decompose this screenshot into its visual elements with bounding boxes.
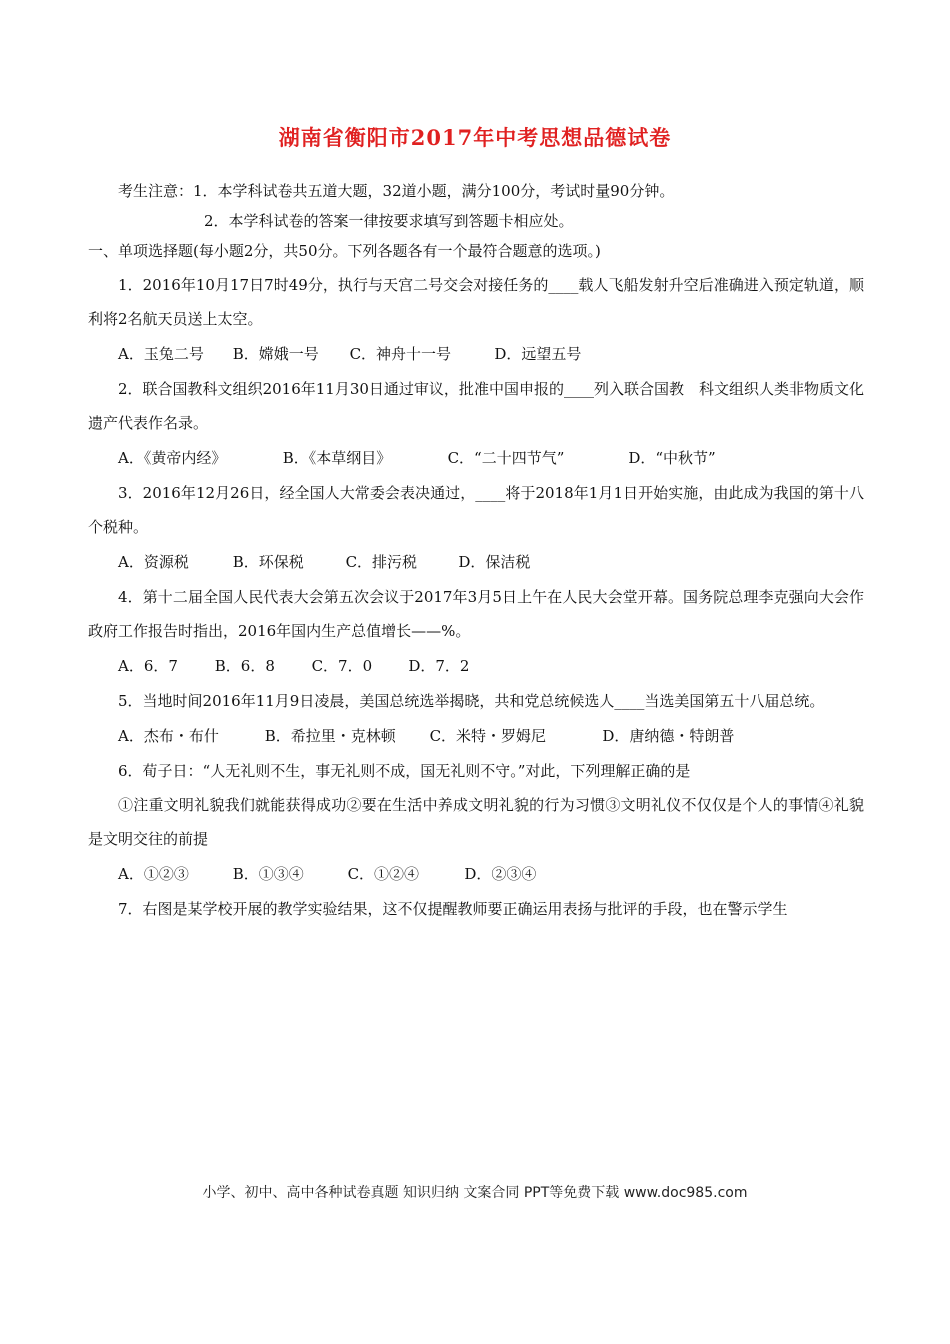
option-c: C．排污税 xyxy=(345,553,418,571)
option-c: C．“二十四节气” xyxy=(447,449,565,467)
question-1-stem: 1．2016年10月17日7时49分，执行与天宫二号交会对接任务的____载人飞船发射升空后准确进入预定轨道，顺利将2名航天员送上太空。 xyxy=(88,276,864,328)
option-d: D．保洁税 xyxy=(458,553,531,571)
question-3-stem: 3．2016年12月26日，经全国人大常委会表决通过，____将于2018年1月1日开始实施，由此成为我国的第十八个税种。 xyxy=(88,484,864,536)
option-d: D．7．2 xyxy=(408,657,470,675)
option-c: C．7．0 xyxy=(311,657,373,675)
option-b: B．希拉里・克林顿 xyxy=(264,727,396,745)
section-heading: 一、单项选择题(每小题2分，共50分。下列各题各有一个最符合题意的选项。) xyxy=(88,242,601,260)
option-d: D．“中秋节” xyxy=(628,449,716,467)
page-title: 湖南省衡阳市2017年中考思想品德试卷 xyxy=(278,125,672,150)
option-c: C．神舟十一号 xyxy=(349,345,452,363)
question-5-stem: 5．当地时间2016年11月9日凌晨，美国总统选举揭晓，共和党总统候选人____当选美国第五十八届总统。 xyxy=(118,692,825,710)
question-4-stem: 4．第十二届全国人民代表大会第五次会议于2017年3月5日上午在人民大会堂开幕。国务院总理李克强向大会作政府工作报告时指出，2016年国内生产总值增长——%。 xyxy=(88,588,864,640)
exam-body xyxy=(88,176,864,926)
option-c: C．米特・罗姆尼 xyxy=(429,727,547,745)
page-footer: 小学、初中、高中各种试卷真题 知识归纳 文案合同 PPT等免费下载 www.doc985.com xyxy=(202,1185,748,1201)
option-a: A．资源税 xyxy=(118,553,189,571)
question-2-stem: 2．联合国教科文组织2016年11月30日通过审议，批准中国申报的____列入联合国教 科文组织人类非物质文化遗产代表作名录。 xyxy=(88,380,864,432)
question-1-options xyxy=(88,336,864,372)
option-b: B．《本草纲目》 xyxy=(282,449,392,467)
option-b: B．①③④ xyxy=(232,865,304,883)
question-4-options xyxy=(88,648,864,684)
option-c: C．①②④ xyxy=(347,865,420,883)
question-5-options xyxy=(88,718,864,754)
option-b: B．嫦娥一号 xyxy=(232,345,319,363)
option-a: A．6．7 xyxy=(118,657,178,675)
option-d: D．②③④ xyxy=(464,865,537,883)
question-3-options xyxy=(88,544,864,580)
question-6-stem: 6．荀子日：“人无礼则不生，事无礼则不成，国无礼则不守。”对此，下列理解正确的是 xyxy=(118,762,691,780)
option-a: A．《黄帝内经》 xyxy=(118,449,227,467)
option-d: D．远望五号 xyxy=(494,345,582,363)
notice-line-1: 考生注意：1．本学科试卷共五道大题，32道小题，满分100分，考试时量90分钟。 xyxy=(118,182,675,200)
question-2-options xyxy=(88,440,864,476)
question-6-options xyxy=(88,856,864,892)
option-a: A．杰布・布什 xyxy=(118,727,219,745)
option-a: A．①②③ xyxy=(118,865,189,883)
notice-line-2: 2．本学科试卷的答案一律按要求填写到答题卡相应处。 xyxy=(204,212,574,230)
question-6-statements: ①注重文明礼貌我们就能获得成功②要在生活中养成文明礼貌的行为习惯③文明礼仪不仅仅是个人的事情④礼貌是文明交往的前提 xyxy=(88,796,864,848)
option-a: A．玉兔二号 xyxy=(118,345,204,363)
option-b: B．6．8 xyxy=(214,657,275,675)
option-d: D．唐纳德・特朗普 xyxy=(602,727,735,745)
question-7-stem: 7．右图是某学校开展的教学实验结果，这不仅提醒教师要正确运用表扬与批评的手段，也在警示学生 xyxy=(118,900,788,918)
option-b: B．环保税 xyxy=(232,553,304,571)
